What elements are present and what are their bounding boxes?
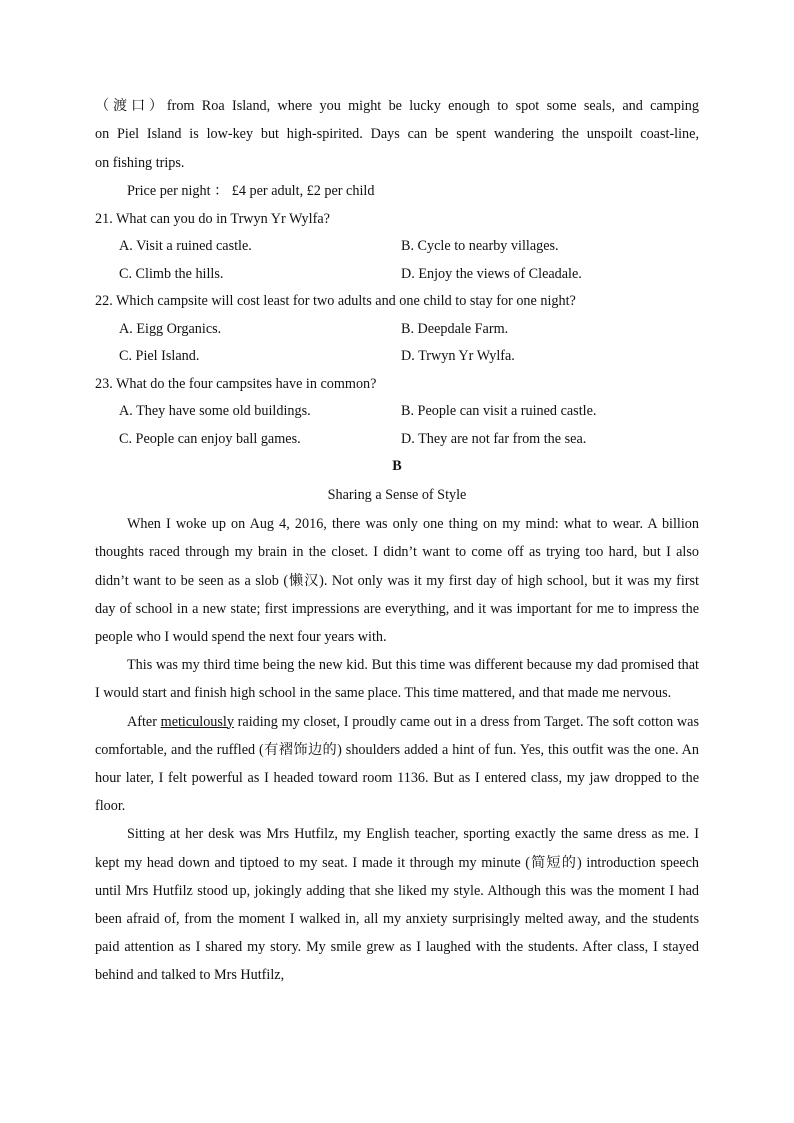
question-22 <box>95 288 699 371</box>
paragraph-4: Sitting at her desk was Mrs Hutfilz, my English teacher, sporting exactly the same dress as me. I kept my head down and tiptoed to my seat. I made it through my minute (简短的) introduction speech until Mrs Hutfilz stood up, jokingly adding that she liked my style. Although this was the moment I had been afraid of, from the moment I walked in, all my anxiety surprisingly melted away, and the students paid attention as I shared my story. My smile grew as I laughed with the students. After class, I stayed behind and talked to Mrs Hutfilz, <box>95 826 699 984</box>
paragraph-3 <box>95 708 699 821</box>
option-b: B. Cycle to nearby villages. <box>401 238 559 255</box>
paragraph-2: This was my third time being the new kid. But this time was different because my dad promised that I would start and finish high school in the same place. This time mattered, and that made me nervous. <box>95 657 699 702</box>
option-a: A. Eigg Organics. <box>119 320 222 337</box>
price-line: Price per night ： £4 per adult, £2 per child <box>127 183 375 200</box>
paragraph-3-start: After <box>127 713 161 730</box>
question-stem: 22. Which campsite will cost least for two adults and one child to stay for one night? <box>95 293 576 310</box>
question-stem: 21. What can you do in Trwyn Yr Wylfa? <box>95 210 330 227</box>
document-page <box>95 92 699 990</box>
option-c: C. People can enjoy ball games. <box>119 430 301 447</box>
option-a: A. Visit a ruined castle. <box>119 238 252 255</box>
paragraph-3-rest: raiding my closet, I proudly came out in a dress from Target. The soft cotton was comfortable, and the ruffled (有褶饰边的) shoulders added a hint of fun. Yes, this outfit was the one. An hour later, I felt powerful as I headed toward room 1136. But as I entered class, my jaw dropped to the floor. <box>95 713 699 815</box>
question-23 <box>95 371 699 454</box>
underlined-word: meticulously <box>160 713 234 730</box>
intro-line-2: on Piel Island is low-key but high-spirited. Days can be spent wandering the unspoilt coast-line, <box>95 126 699 143</box>
option-d: D. Enjoy the views of Cleadale. <box>401 265 582 282</box>
option-c: C. Climb the hills. <box>119 265 224 282</box>
passage-title: Sharing a Sense of Style <box>327 487 467 504</box>
intro-line-1: （渡口）from Roa Island, where you might be lucky enough to spot some seals, and camping <box>95 98 699 114</box>
question-21 <box>95 206 699 289</box>
intro-line-3: on fishing trips. <box>95 154 185 171</box>
paragraph-1: When I woke up on Aug 4, 2016, there was only one thing on my mind: what to wear. A billion thoughts raced through my brain in the closet. I didn’t want to come off as trying too hard, but I also didn’t want to be seen as a slob (懒汉). Not only was it my first day of high school, but it was my first day of school in a new state; first impressions are everything, and it was important for me to impress the people who I would spend the next four years with. <box>95 516 699 645</box>
section-letter: B <box>392 458 402 475</box>
option-d: D. Trwyn Yr Wylfa. <box>401 348 515 365</box>
option-d: D. They are not far from the sea. <box>401 430 587 447</box>
option-b: B. Deepdale Farm. <box>401 320 509 337</box>
question-stem: 23. What do the four campsites have in common? <box>95 375 377 392</box>
option-a: A. They have some old buildings. <box>119 403 311 420</box>
option-c: C. Piel Island. <box>119 348 200 365</box>
option-b: B. People can visit a ruined castle. <box>401 403 597 420</box>
